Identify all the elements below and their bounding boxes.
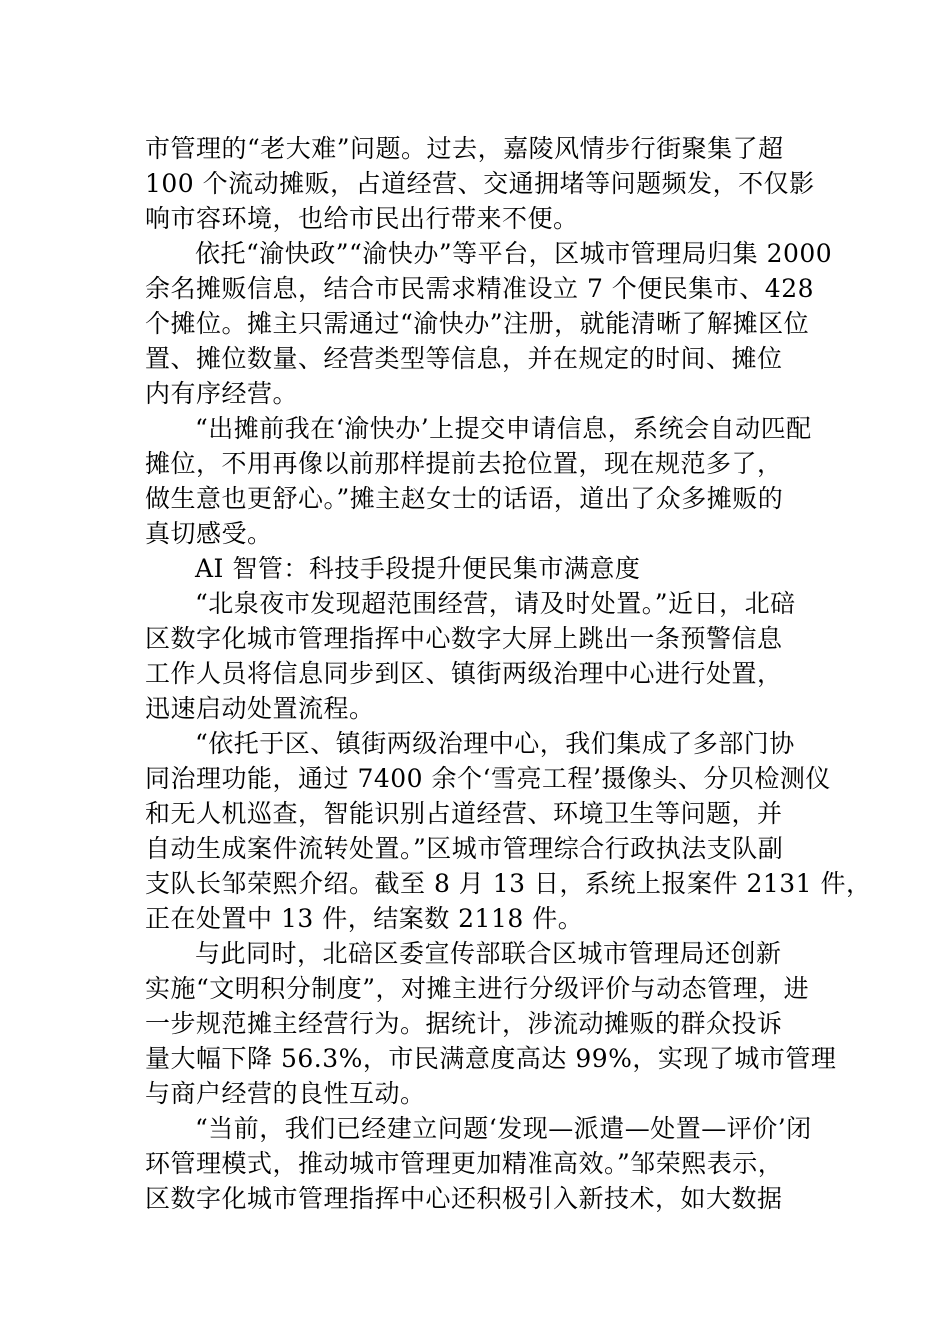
text-line: 实施“文明积分制度”，对摊主进行分级评价与动态管理，进 <box>145 974 810 1003</box>
text-line: 环管理模式，推动城市管理更加精准高效。”邹荣熙表示， <box>145 1149 784 1178</box>
text-line: 100 个流动摊贩，占道经营、交通拥堵等问题频发，不仅影 <box>145 169 815 198</box>
text-line: 区数字化城市管理指挥中心数字大屏上跳出一条预警信息 <box>145 624 783 653</box>
text-line: 摊位，不用再像以前那样提前去抢位置，现在规范多了， <box>145 449 783 478</box>
text-line: 一步规范摊主经营行为。据统计，涉流动摊贩的群众投诉 <box>145 1009 783 1038</box>
paragraph-start-line: “当前，我们已经建立问题‘发现—派遣—处置—评价’闭 <box>195 1114 812 1143</box>
paragraph-start-line: “依托于区、镇街两级治理中心，我们集成了多部门协 <box>195 729 795 758</box>
text-line: 与商户经营的良性互动。 <box>145 1079 426 1108</box>
text-line: 内有序经营。 <box>145 379 299 408</box>
text-line: 余名摊贩信息，结合市民需求精准设立 7 个便民集市、428 <box>145 274 815 303</box>
text-line: 真切感受。 <box>145 519 273 548</box>
text-line: 响市容环境，也给市民出行带来不便。 <box>145 204 579 233</box>
paragraph-start-line: “出摊前我在‘渝快办’上提交申请信息，系统会自动匹配 <box>195 414 812 443</box>
paragraph-start-line: 依托“渝快政”“渝快办”等平台，区城市管理局归集 2000 <box>195 239 833 268</box>
paragraph-start-line: “北泉夜市发现超范围经营，请及时处置。”近日，北碚 <box>195 589 796 618</box>
text-line: 迅速启动处置流程。 <box>145 694 375 723</box>
text-line: 自动生成案件流转处置。”区城市管理综合行政执法支队副 <box>145 834 784 863</box>
text-line: 支队长邹荣熙介绍。截至 8 月 13 日，系统上报案件 2131 件， <box>145 869 872 898</box>
text-line: 做生意也更舒心。”摊主赵女士的话语，道出了众多摊贩的 <box>145 484 784 513</box>
text-line: 置、摊位数量、经营类型等信息，并在规定的时间、摊位 <box>145 344 783 373</box>
section-heading: AI 智管：科技手段提升便民集市满意度 <box>195 554 641 583</box>
text-line: 工作人员将信息同步到区、镇街两级治理中心进行处置， <box>145 659 783 688</box>
text-line: 同治理功能，通过 7400 余个‘雪亮工程’摄像头、分贝检测仪 <box>145 764 831 793</box>
text-line: 区数字化城市管理指挥中心还积极引入新技术，如大数据 <box>145 1184 783 1213</box>
paragraph-start-line: 与此同时，北碚区委宣传部联合区城市管理局还创新 <box>195 939 782 968</box>
text-line: 和无人机巡查，智能识别占道经营、环境卫生等问题，并 <box>145 799 783 828</box>
text-line: 量大幅下降 56.3%，市民满意度高达 99%，实现了城市管理 <box>145 1044 837 1073</box>
text-line: 正在处置中 13 件，结案数 2118 件。 <box>145 904 584 933</box>
text-line: 个摊位。摊主只需通过“渝快办”注册，就能清晰了解摊区位 <box>145 309 810 338</box>
text-line: 市管理的“老大难”问题。过去，嘉陵风情步行街聚集了超 <box>145 134 784 163</box>
